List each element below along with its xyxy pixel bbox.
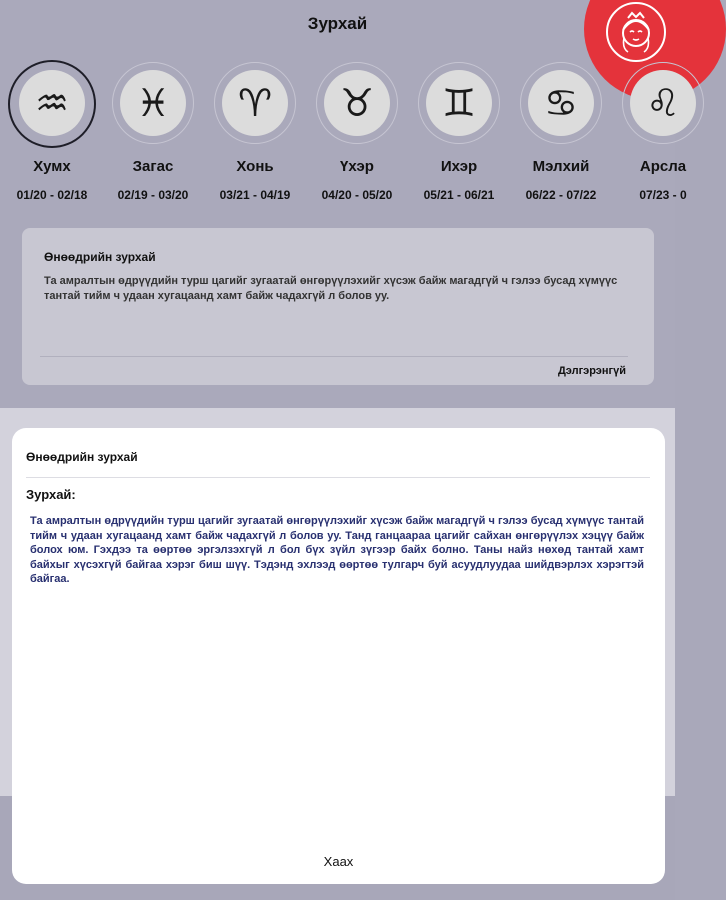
zodiac-dates: 07/23 - 0 [639, 188, 687, 202]
zodiac-name: Хонь [236, 158, 274, 175]
zodiac-name: Арсла [639, 158, 687, 175]
aquarius-icon: ♒ [34, 81, 70, 125]
cancer-icon: ♋ [543, 81, 579, 125]
zodiac-dates: 01/20 - 02/18 [16, 188, 88, 202]
more-button[interactable]: Дэлгэрэнгүй [557, 365, 626, 377]
pisces-icon: ♓ [135, 81, 171, 125]
card-title: Өнөөдрийн зурхай [44, 250, 156, 264]
zodiac-name: Хумх [33, 158, 71, 175]
divider [26, 477, 650, 478]
aries-icon: ♈ [237, 81, 273, 125]
zodiac-dates: 04/20 - 05/20 [321, 188, 393, 202]
leo-icon: ♌ [645, 81, 681, 125]
horoscope-card [22, 228, 654, 385]
gemini-icon: ♊ [441, 81, 477, 125]
dialog-text: Та амралтын өдрүүдийн турш цагийг зугаатай өнгөрүүлэхийг хүсэж байж магадгүй ч гэлээ бусад хүмүүс тантай тийм ч удаан хугацаанд хамт байж чадахгүй л болов уу. Танд ганцаараа цагийг сайхан өнгөрүүлэх хэцүү байж болох юм. Гэхдээ та өөртөө эргэлзэхгүй л бол бүх зүйл зүгээр байх болно. Таны найз нөхөд тантай хамт байхыг хүсэхгүй байгаа хэрэг биш шүү. Тэдэнд эхлээд өөртөө тулгарч буй асуудлуудаа шийдвэрлэх хэрэгтэй байгаа. [30, 515, 644, 585]
divider [40, 356, 628, 357]
zodiac-name: Загас [132, 158, 174, 175]
zodiac-dates: 06/22 - 07/22 [525, 188, 597, 202]
zodiac-selector [0, 60, 687, 210]
close-button[interactable]: Хаах [323, 854, 354, 869]
dialog-subtitle: Зурхай: [26, 487, 76, 502]
dialog-title: Өнөөдрийн зурхай [26, 450, 138, 464]
zodiac-name: Ихэр [440, 158, 478, 175]
page-title: Зурхай [307, 14, 368, 33]
horoscope-dialog [12, 428, 665, 884]
taurus-icon: ♉ [339, 81, 375, 125]
zodiac-name: Үхэр [340, 158, 374, 175]
card-text: Та амралтын өдрүүдийн турш цагийг зугаатай өнгөрүүлэхийг хүсэж байж магадгүй ч гэлээ бусад хүмүүс тантай тийм ч удаан хугацаанд хамт байж чадахгүй л болов уу. [44, 275, 618, 302]
zodiac-dates: 05/21 - 06/21 [423, 188, 495, 202]
zodiac-name: Мэлхий [532, 158, 590, 175]
zodiac-dates: 03/21 - 04/19 [219, 188, 291, 202]
zodiac-face-logo-icon [606, 2, 666, 62]
zodiac-dates: 02/19 - 03/20 [117, 188, 189, 202]
